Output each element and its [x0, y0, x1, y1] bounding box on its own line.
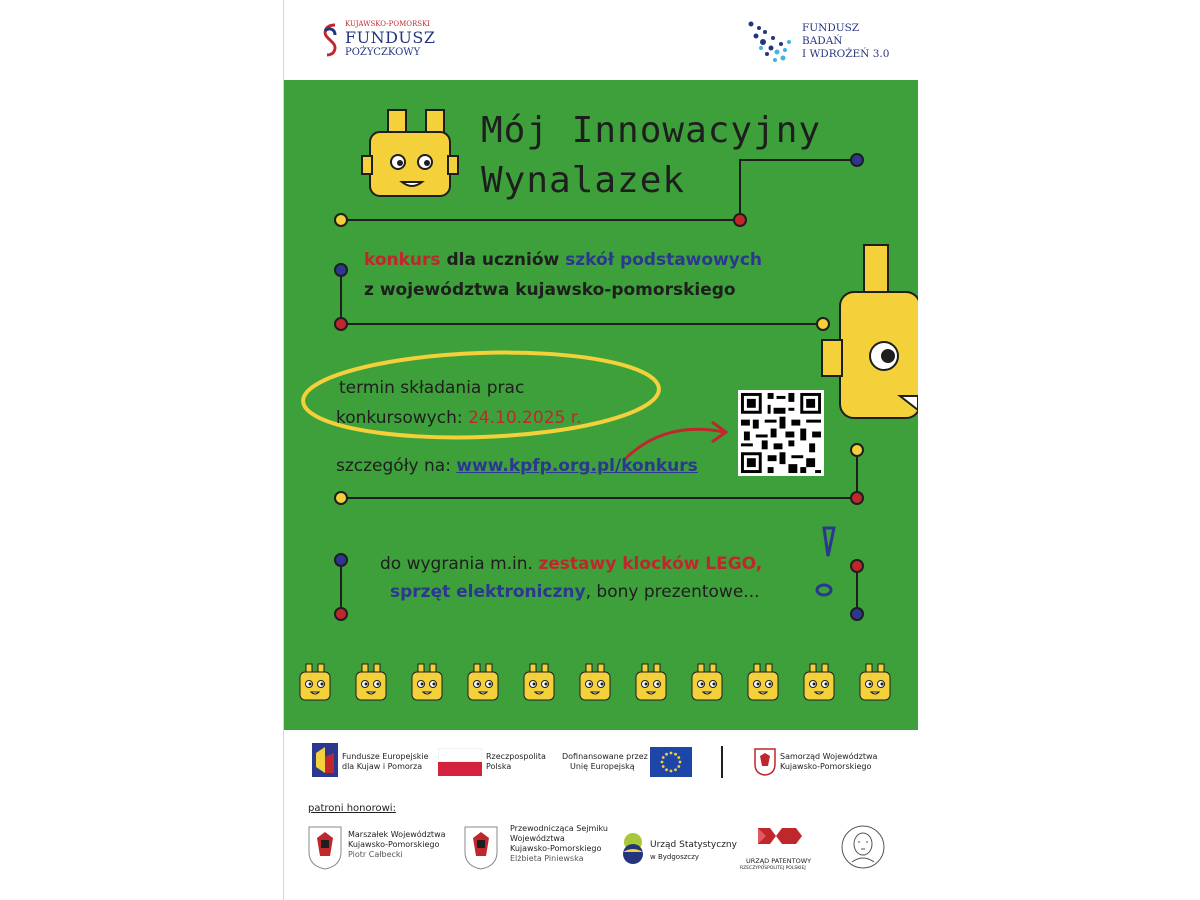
fbw-line2: BADAŃ: [802, 35, 843, 47]
deadline-label: konkursowych:: [336, 408, 468, 428]
up-line1: URZĄD PATENTOWY: [746, 857, 812, 865]
mini-robot-icon: [412, 664, 442, 700]
eu-star: [662, 765, 665, 768]
eu-star: [674, 753, 677, 756]
fe-line1: Fundusze Europejskie: [342, 752, 429, 761]
subtitle-szkol: szkół podstawowych: [565, 250, 763, 270]
kp-crest-icon: [754, 748, 776, 776]
mini-robot-icon: [804, 664, 834, 700]
eu-star: [670, 770, 673, 773]
patrons-label: patroni honorowi:: [308, 803, 396, 814]
stat-office-icon: [620, 832, 646, 866]
mini-robot-icon: [524, 664, 554, 700]
eu-star: [674, 768, 677, 771]
us-line1: Urząd Statystyczny: [650, 840, 737, 850]
deadline-line2: [336, 408, 582, 428]
eu-star: [665, 768, 668, 771]
poster: [283, 0, 917, 900]
kpfp-big-text: FUNDUSZ: [345, 28, 436, 47]
subtitle-konkurs: konkurs: [364, 250, 441, 270]
qr-code-icon[interactable]: [738, 390, 824, 476]
eu-flag-icon: [650, 747, 692, 777]
prizes-vouchers: , bony prezentowe...: [585, 582, 760, 602]
p2-line1: Przewodnicząca Sejmiku: [510, 824, 608, 833]
prizes-electronics: sprzęt elektroniczny: [390, 582, 586, 602]
sw-line2: Kujawsko-Pomorskiego: [780, 762, 872, 771]
marshal-crest-icon: [308, 826, 342, 870]
deadline-date: 24.10.2025 r.: [467, 408, 582, 428]
prizes-line1: [380, 554, 762, 574]
subtitle-line2: z województwa kujawsko-pomorskiego: [364, 280, 736, 300]
eu-line2: Unię Europejską: [570, 762, 635, 771]
eu-star: [661, 761, 664, 764]
deadline-line1: termin składania prac: [339, 378, 525, 398]
eu-star: [679, 761, 682, 764]
details-label: szczegóły na:: [336, 456, 457, 476]
robot-mascot-icon: [362, 110, 458, 196]
mini-robots-row: [284, 660, 918, 710]
eu-star: [662, 756, 665, 759]
fe-line2: dla Kujaw i Pomorza: [342, 762, 423, 771]
fe-flag-icon: [312, 743, 338, 777]
p2-line2: Województwa: [510, 834, 565, 843]
us-line2: w Bydgoszczy: [650, 853, 700, 861]
mini-robot-icon: [860, 664, 890, 700]
eu-star: [670, 752, 673, 755]
mini-robot-icon: [636, 664, 666, 700]
footer-divider: [721, 746, 723, 778]
p1-line2: Kujawsko-Pomorskiego: [348, 840, 440, 849]
footer-band: [284, 730, 918, 900]
robot-side-icon: [822, 245, 918, 418]
details-line: [336, 456, 698, 476]
prizes-line2: [390, 582, 760, 602]
subtitle-dla: dla uczniów: [440, 250, 566, 270]
sw-line1: Samorząd Województwa: [780, 752, 878, 761]
p1-name: Piotr Całbecki: [348, 850, 403, 859]
rp-line2: Polska: [486, 762, 512, 771]
fbw-line1: FUNDUSZ: [802, 22, 860, 34]
title-line1: Mój Innowacyjny: [481, 110, 822, 151]
sejmik-crest-icon: [464, 826, 498, 870]
p2-name: Elżbieta Piniewska: [510, 854, 584, 863]
fbw-line3: I WDROŻEŃ 3.0: [802, 48, 890, 60]
mini-robot-icon: [692, 664, 722, 700]
mini-robot-icon: [580, 664, 610, 700]
eu-star: [677, 756, 680, 759]
p2-line3: Kujawsko-Pomorskiego: [510, 844, 602, 853]
polish-flag-icon: [438, 748, 482, 776]
subtitle-line1: [364, 250, 762, 270]
rp-line1: Rzeczpospolita: [486, 752, 546, 761]
kpfp-sub-text: POŻYCZKOWY: [345, 47, 421, 58]
eu-star: [665, 753, 668, 756]
mini-robot-icon: [300, 664, 330, 700]
title-line2: Wynalazek: [481, 160, 686, 201]
patron-seal-icon: [840, 822, 886, 872]
mini-robot-icon: [468, 664, 498, 700]
eu-star: [677, 765, 680, 768]
up-line2: RZECZYPOSPOLITEJ POLSKIEJ: [740, 866, 806, 871]
prizes-lego: zestawy klocków LEGO,: [538, 554, 763, 574]
details-link[interactable]: www.kpfp.org.pl/konkurs: [456, 456, 698, 476]
patent-office-icon: [756, 826, 804, 856]
p1-line1: Marszałek Województwa: [348, 830, 446, 839]
mini-robot-icon: [748, 664, 778, 700]
prizes-intro: do wygrania m.in.: [380, 554, 539, 574]
eu-line1: Dofinansowane przez: [562, 752, 648, 761]
mini-robot-icon: [356, 664, 386, 700]
kpfp-small-text: KUJAWSKO-POMORSKI: [345, 20, 431, 28]
